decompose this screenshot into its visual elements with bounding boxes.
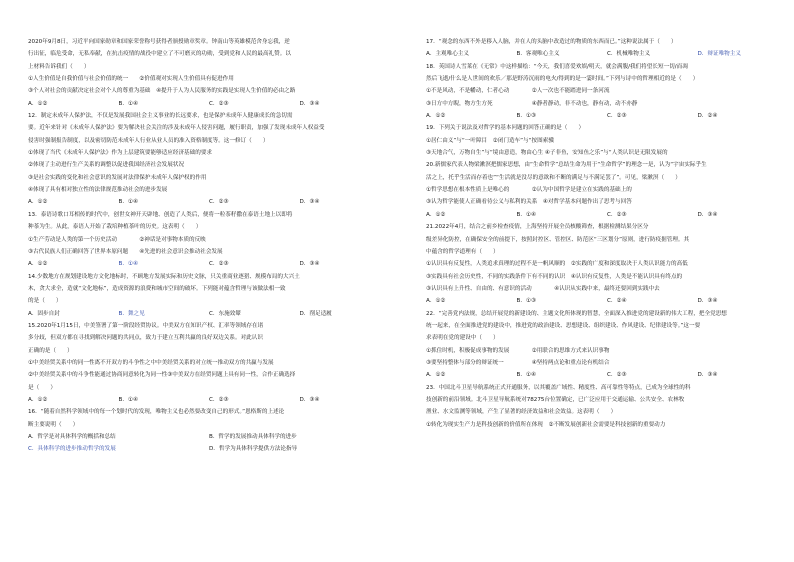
question-16-stem: 16．“随着自然科学领域中的每一个划时代的发现，唯物主义也必然要改变自己的形式。”恩格斯的上述论 xyxy=(28,409,285,416)
option-c[interactable]: C．②③ xyxy=(607,211,627,218)
question-20-stem: 20.新儒家代表人物梁漱溟把儒家思想，由“生命哲学”总结生命为用于“生命哲学”的理念一是，认为“宇宙实际乎生 xyxy=(426,162,707,169)
question-15-stem: 正确的是（ ） xyxy=(28,347,73,354)
option-d[interactable]: D．削足适履 xyxy=(299,310,332,317)
question-intro-line: 上材料告诉我们（ ） xyxy=(28,63,90,70)
right-column xyxy=(426,36,788,431)
question-12-options xyxy=(28,196,390,208)
question-12-stem: 要。近年来针对《未成年人保护法》要为解决社会关注的涉及未成年人侵害问题，履行职责，加强了发现未成年人权益受 xyxy=(28,125,325,132)
option-c[interactable]: C．②③ xyxy=(607,113,627,120)
question-21-stem: 级差异化防控，在确保安全的前提下，按照封控区、管控区、防范区“三区划分”原则，进行防疫据管理。其 xyxy=(426,236,690,243)
question-12-stem: 12．制定未成年人保护法，不仅是发展我国社会主义事业的长远要求，也是保护未成年人健康成长的急切需 xyxy=(28,113,293,120)
option-b[interactable]: B．客观唯心主义 xyxy=(516,51,560,58)
option-d[interactable]: D．③④ xyxy=(697,211,718,218)
question-21-item: ③实践具有社会历史性，不同的实践条件下有不同的认识 ④认识有反复性，人类是不能认识具有终点的 xyxy=(426,273,683,280)
option-a[interactable]: A．主观唯心主义 xyxy=(426,51,469,58)
option-a[interactable]: A．①② xyxy=(28,100,48,107)
question-16-options-row-1 xyxy=(28,431,390,443)
option-c[interactable]: C．具体科学的进步推动哲学的发展 xyxy=(28,446,116,453)
question-23-stem: 渔业、水文监测等领域，产生了显著的经济效益和社会效益。这表明（ ） xyxy=(426,409,617,416)
question-14-stem: 的是（ ） xyxy=(28,298,62,305)
question-18-stem: 然后飞逝/什么是人世间的欢乐／那是野涛沉雨的电火/得到的是一霎时间。”下列与诗中的哲理相近的是（ ） xyxy=(426,76,699,83)
option-a[interactable]: A．①② xyxy=(28,199,48,206)
question-15-stem: 15.2020年1月15日，中美签署了第一阶段经贸协议。中美双方在知识产权、汇率等领域存在诸 xyxy=(28,322,264,329)
question-12-stem: 侵害时强制报告制度，以及密切防范未成年人行业从业人员的准入资格制度等。这一修订（ ） xyxy=(28,137,269,144)
option-d[interactable]: D．哲学为具体科学提供方法论指导 xyxy=(209,446,298,453)
question-intro-item: ③个人对社会的贡献决定社会对个人的尊重为基础 ④提升于人为人民服务的实践是实现人生价值的必由之路 xyxy=(28,88,296,95)
option-a[interactable]: A．哲学是对具体科学的概括和总结 xyxy=(28,434,116,440)
option-a[interactable]: A．①② xyxy=(28,261,48,268)
question-19-stem: 19．下列关于说法及对哲学的基本问题的回答正确的是（ ） xyxy=(426,125,585,132)
question-intro-item: ①人生价值是自我价值与社会价值的统一 ②价值观对实现人生价值具有促进作用 xyxy=(28,76,234,83)
option-b[interactable]: B．①④ xyxy=(118,100,138,107)
question-22-stem: 求表明在党的建设中（ ） xyxy=(426,335,499,342)
option-b[interactable]: B．①④ xyxy=(118,396,138,403)
option-d[interactable]: D．③④ xyxy=(299,396,320,403)
option-d[interactable]: D．③④ xyxy=(299,261,320,268)
option-b[interactable]: B．①④ xyxy=(516,372,536,379)
option-b[interactable]: B．①④ xyxy=(118,199,138,206)
question-12-item: ②体现了主动进行生产关系的调整以促进我国经济社会发展状况 xyxy=(28,162,185,169)
option-d[interactable]: D．辩证唯物主义 xyxy=(697,51,741,58)
question-15-item: 是（ ） xyxy=(28,384,56,391)
question-21-item: ③认识具有上升性、自由的、有意识的活动 ④认识从实践中来，最终还要回到实践中去 xyxy=(426,285,660,292)
question-14-stem: 14.少数地方在规划建设地方文化地标时，不顾地方发展实际和历史文脉，只关重商业逐猎、规模布局的大兴土 xyxy=(28,273,300,280)
question-18-item: ③日方中方睨，物方生方死 ④静者静动，非不动也，静有动，动不亦静 xyxy=(426,100,638,107)
option-c[interactable]: C．②③ xyxy=(209,100,229,107)
question-13-stem: 种茶为生。从此，泰语人开始了栽培种植茶叶的历史。这表明（ ） xyxy=(28,224,202,231)
question-17-options xyxy=(426,48,788,60)
question-20-stem: 活之上，托乎生活而存着也”“生活就是没尽的意欲和不断的满足与不满足罢了”。可见，梁漱溟（ ） xyxy=(426,174,681,181)
question-20-options xyxy=(426,209,788,221)
option-b[interactable]: B．哲学的发展推动具体科学的进步 xyxy=(209,434,297,440)
question-23-stem: 23．中国北斗卫星导航系统正式开通服务，以其覆盖广域性、精度性、高可靠性等特点，已成为全球性的科 xyxy=(426,384,691,391)
option-c[interactable]: C．②③ xyxy=(209,396,229,403)
option-d[interactable]: D．③④ xyxy=(697,372,718,379)
option-b[interactable]: B．舞之见 xyxy=(118,310,145,317)
question-22-item: ③要坚持整体与部分的辩证统一 ④坚持两点论和重点论有机结合 xyxy=(426,359,610,366)
question-15-stem: 多分歧，但双方都在寻找到解决问题的共同点，致力于建立互利共赢的良好双边关系。对此认识 xyxy=(28,335,263,342)
question-13-item: ①生产劳动是人类的第一个历史活动 ②神话是对事物本质的反映 xyxy=(28,236,206,243)
option-c[interactable]: C．机械唯物主义 xyxy=(607,51,651,58)
question-21-stem: 中蕴含的哲学道理有（ ） xyxy=(426,248,499,255)
question-15-options xyxy=(28,394,390,406)
question-18-stem: 18．英国诗人雪莱在《无常》中这样描绘：“今天，我们喜爱欢娱/明天，就会满腹/我们将望长短一切/而凋 xyxy=(426,63,688,70)
option-a[interactable]: A．①② xyxy=(426,113,446,120)
question-17-stem: 17．“观念的东西不外是移入人脑，并在人的头脑中改造过的物质的东西而已。”这种说法属于（ ） xyxy=(426,39,677,45)
question-22-stem: 22．“完善党内法规，总结开展党的新建设的、主题文化所体现的智慧，全面深入推进党的建设新的伟大工程，把全党思想 xyxy=(426,310,727,317)
question-12-item: ①体现了当代《未成年人保护法》作为上层建筑要能够适应经济基础的要求 xyxy=(28,150,213,157)
option-a[interactable]: A．①② xyxy=(426,372,446,379)
option-a[interactable]: A．固步自封 xyxy=(28,310,60,317)
option-a[interactable]: A．①② xyxy=(426,298,446,305)
option-c[interactable]: C．②④ xyxy=(607,298,627,305)
option-a[interactable]: A．①② xyxy=(426,211,446,218)
option-c[interactable]: C．东施效颦 xyxy=(209,310,241,317)
question-21-item: ①认识具有反复性，人类追求真理的过程不是一帆风顺的 ②实践的广度和深度取决于人类认识能力的高低 xyxy=(426,261,688,268)
question-16-stem: 断主要说明（ ） xyxy=(28,421,79,428)
question-13-options xyxy=(28,258,390,270)
question-22-stem: 统一起来，在全面推进党的建设中，推进党的政治建设、思想建设、组织建设、作风建设、纪律建设等。”这一要 xyxy=(426,322,701,329)
option-d[interactable]: D．③④ xyxy=(697,298,718,305)
question-14-options xyxy=(28,308,390,320)
question-19-item: ③天地合气，万物自生”与“境由意造，物由心生 ④子非鱼，安知鱼之乐”与“人类认识是无限发展的 xyxy=(426,150,668,157)
option-d[interactable]: D．③④ xyxy=(299,199,320,206)
question-21-stem: 21.2022年4月，结合之前乡检查疫情，上海坚持开展全员核酸筛查，根据检测结果分区分 xyxy=(426,224,649,231)
option-d[interactable]: D．②④ xyxy=(697,113,718,120)
question-13-item: ③古代民族人们正确回答了世界本原问题 ④先进的社会意识会推动社会发展 xyxy=(28,248,223,255)
option-b[interactable]: B．①④ xyxy=(118,261,138,268)
question-15-item: ①中美经贸关系中的同一性离不开双方的斗争性之中中美经贸关系的对立统一推动双方的共赢与发展 xyxy=(28,359,274,366)
question-intro-options xyxy=(28,98,390,110)
question-21-options xyxy=(426,295,788,307)
question-13-stem: 13．泰语诗歌口耳相传的时代中，创世女神开天辟地、创造了人类后，便将一粒茶籽撒在泰语土地上以即将 xyxy=(28,211,293,218)
option-c[interactable]: C．②③ xyxy=(209,199,229,206)
option-a[interactable]: A．①② xyxy=(28,396,48,403)
question-20-item: ③认为哲学能使人正确看待公义与私利的关系 ④对哲学基本问题作出了思考与回答 xyxy=(426,199,632,206)
option-c[interactable]: C．②③ xyxy=(209,261,229,268)
question-18-options xyxy=(426,110,788,122)
question-18-item: ①不是风动，不是幡动，仁者心动 ②人一次也不能踏进同一条河流 xyxy=(426,88,610,95)
option-b[interactable]: B．①③ xyxy=(516,298,536,305)
question-22-options xyxy=(426,369,788,381)
question-16-options-row-2 xyxy=(28,443,390,455)
question-15-item: ②中美经贸关系中的斗争性能通过协商同意转化为同一性③中美双方在经贸问题上具有同一性，合作正确选择 xyxy=(28,372,296,379)
option-b[interactable]: B．①④ xyxy=(516,211,536,218)
option-d[interactable]: D．③④ xyxy=(299,100,320,107)
left-column xyxy=(28,36,390,456)
question-14-stem: 木，贪大求全，造就“文化地标”，造成资源的浪费和城市空间的破坏。下列能对蕴含哲理与该做法相一致 xyxy=(28,285,286,292)
question-intro-line: 2020年9月8日，习近平向国家勋章和国家荣誉称号获得者颁授勋章奖章。钟南山等英雄模范舍身忘我，逆 xyxy=(28,39,290,45)
question-12-item: ④体现了具有相对独立性的法律规范推动社会的进步发展 xyxy=(28,187,168,194)
question-19-item: ①居仁由义”与“一叶障目 ②闭门造车”与“按图索骥 xyxy=(426,137,554,144)
option-c[interactable]: C．②③ xyxy=(607,372,627,379)
question-23-stem: 技创新的前沿领域。北斗卫星导航系统对78275台位置确定，已广泛应用于交通运输、公共安全、农林牧 xyxy=(426,396,685,403)
option-b[interactable]: B．①③ xyxy=(516,113,536,120)
question-22-item: ①抓住时机，积极促成事物的发展 ②用联合的思维方式来认识事物 xyxy=(426,347,610,354)
question-20-item: ①哲学思想在根本性质上是唯心的 ②认为中国哲学是建立在实践的基础上的 xyxy=(426,187,632,194)
question-intro-line: 行出征，临危受命，无私奉献，在抗击疫情的战役中建立了不可磨灭的功勋，受到党和人民的最高礼赞。以 xyxy=(28,51,291,58)
question-23-item: ①转化为现实生产力是科技创新的价值所在体现 ②不断发展创新社会需要是科技创新的重要动力 xyxy=(426,421,666,428)
question-12-item: ③是社会实践的变化和社会意识的发展对法律保护未成年人保护权的作用 xyxy=(28,174,207,181)
